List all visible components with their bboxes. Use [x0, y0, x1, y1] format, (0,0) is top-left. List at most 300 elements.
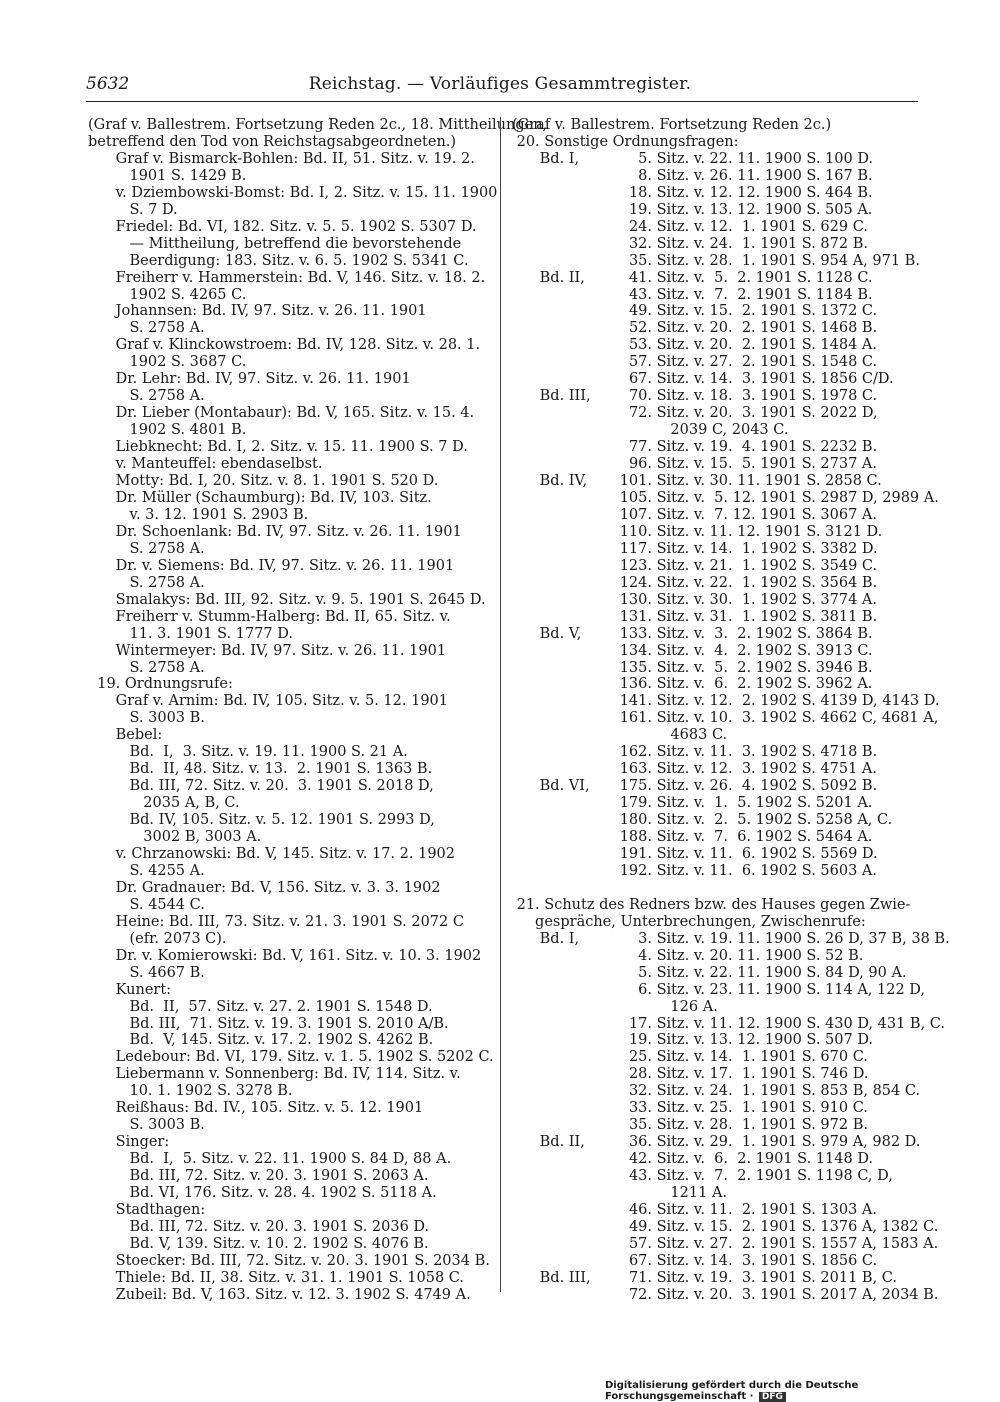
sitting-reference-line — [512, 1185, 930, 1202]
column-divider — [500, 117, 501, 1292]
sitting-reference-line — [512, 253, 930, 270]
sitting-number: 5. — [638, 150, 652, 167]
index-line: S. 3003 B. — [88, 1117, 205, 1134]
index-line: Stoecker: Bd. III, 72. Sitz. v. 20. 3. 1901 S. 2034 B. — [88, 1252, 490, 1269]
index-line: S. 4544 C. — [88, 896, 205, 913]
right-column — [512, 117, 950, 1304]
sitting-number: 43. — [628, 1168, 652, 1185]
sitting-number: 72. — [628, 1286, 652, 1303]
sitting-reference-line — [512, 761, 930, 778]
volume-label: Bd. IV, — [512, 473, 588, 490]
sitting-reference-line — [512, 371, 930, 388]
sitting-detail: Sitz. v. 22. 1. 1902 S. 3564 B. — [652, 574, 878, 591]
sitting-reference-line — [512, 863, 930, 880]
index-line: Dr. v. Siemens: Bd. IV, 97. Sitz. v. 26. 11. 1901 — [88, 557, 455, 574]
index-line: 11. 3. 1901 S. 1777 D. — [88, 625, 293, 642]
sitting-number: 131. — [619, 608, 652, 625]
sitting-number — [602, 999, 652, 1016]
sitting-reference-line — [512, 1235, 939, 1253]
sitting-reference-line — [512, 287, 930, 304]
index-line: S. 2758 A. — [88, 388, 205, 405]
index-line: S. 3003 B. — [88, 710, 205, 727]
index-line: v. Dziembowski-Bomst: Bd. I, 2. Sitz. v. 15. 11. 1900 — [88, 184, 498, 201]
volume-label — [512, 592, 602, 609]
index-line: — Mittheilung, betreffend die bevorstehende — [88, 235, 462, 252]
sitting-number: 35. — [628, 252, 652, 269]
section-heading: 21. Schutz des Redners bzw. des Hauses gegen Zwie- — [512, 896, 911, 913]
sitting-detail: Sitz. v. 7. 2. 1901 S. 1184 B. — [652, 286, 873, 303]
sitting-detail: Sitz. v. 28. 1. 1901 S. 972 B. — [652, 1117, 868, 1134]
sitting-number: 107. — [619, 506, 652, 523]
sitting-detail: Sitz. v. 14. 3. 1901 S. 1856 C. — [652, 1252, 878, 1269]
sitting-number: 28. — [628, 1066, 652, 1083]
sitting-number — [602, 422, 652, 439]
index-line: (efr. 2073 C). — [88, 930, 227, 947]
sitting-reference-line — [512, 592, 930, 609]
sitting-number: 6. — [638, 981, 652, 998]
sitting-number: 36. — [628, 1134, 652, 1151]
volume-label — [512, 643, 602, 660]
sitting-number: 70. — [628, 388, 652, 405]
sitting-number: 52. — [628, 320, 652, 337]
section-heading: gespräche, Unterbrechungen, Zwischenrufe: — [512, 913, 866, 930]
header-rule — [86, 101, 918, 102]
index-line: Dr. Gradnauer: Bd. V, 156. Sitz. v. 3. 3. 1902 — [88, 879, 441, 896]
volume-label — [512, 982, 602, 999]
sitting-number: 124. — [619, 574, 652, 591]
sitting-detail: Sitz. v. 22. 11. 1900 S. 100 D. — [652, 150, 874, 167]
sitting-detail: Sitz. v. 20. 2. 1901 S. 1484 A. — [652, 337, 878, 354]
volume-label — [512, 236, 602, 253]
index-line: Dr. v. Komierowski: Bd. V, 161. Sitz. v. 10. 3. 1902 — [88, 947, 482, 964]
index-line: v. Chrzanowski: Bd. V, 145. Sitz. v. 17. 2. 1902 — [88, 845, 455, 862]
sitting-reference-line — [512, 965, 930, 982]
sitting-number — [602, 727, 652, 744]
sitting-reference-line — [512, 1253, 930, 1270]
sitting-reference-line — [512, 151, 930, 168]
sitting-detail: Sitz. v. 11. 6. 1902 S. 5569 D. — [652, 845, 878, 862]
volume-label — [512, 1168, 602, 1185]
volume-label — [512, 1100, 602, 1117]
sitting-detail: Sitz. v. 12. 2. 1902 S. 4139 D, 4143 D. — [652, 693, 940, 710]
sitting-reference-line — [512, 524, 930, 541]
index-line: Heine: Bd. III, 73. Sitz. v. 21. 3. 1901 S. 2072 C — [88, 913, 464, 930]
volume-label — [512, 829, 602, 846]
index-line: Dr. Lieber (Montabaur): Bd. V, 165. Sitz. v. 15. 4. — [88, 405, 475, 422]
sitting-number: 117. — [619, 540, 652, 557]
index-line: Kunert: — [88, 981, 172, 998]
volume-label — [512, 1287, 602, 1304]
volume-label — [512, 1117, 602, 1134]
sitting-detail: Sitz. v. 7. 12. 1901 S. 3067 A. — [652, 506, 878, 523]
sitting-number: 35. — [628, 1117, 652, 1134]
volume-label — [512, 541, 602, 558]
sitting-detail: Sitz. v. 22. 11. 1900 S. 84 D, 90 A. — [652, 964, 907, 981]
sitting-reference-line — [512, 388, 930, 405]
volume-label — [512, 456, 602, 473]
index-line: 2035 A, B, C. — [88, 795, 240, 812]
sitting-detail: Sitz. v. 12. 12. 1900 S. 464 B. — [652, 184, 873, 201]
sitting-number: 191. — [619, 845, 652, 862]
index-line: 3002 B, 3003 A. — [88, 829, 262, 846]
sitting-number: 101. — [619, 473, 652, 490]
sitting-reference-line — [512, 727, 930, 744]
sitting-reference-line — [512, 1286, 939, 1304]
sitting-reference-line — [512, 795, 930, 812]
sitting-number: 188. — [619, 829, 652, 846]
sitting-reference-line — [512, 558, 930, 575]
volume-label: Bd. II, — [512, 1134, 585, 1151]
sitting-detail: Sitz. v. 24. 1. 1901 S. 872 B. — [652, 235, 868, 252]
sitting-number: 67. — [628, 371, 652, 388]
index-line: Dr. Müller (Schaumburg): Bd. IV, 103. Sitz. — [88, 489, 432, 506]
sitting-reference-line — [512, 999, 930, 1016]
sitting-detail: Sitz. v. 24. 1. 1901 S. 853 B, 854 C. — [652, 1083, 921, 1100]
index-line: Graf v. Klinckowstroem: Bd. IV, 128. Sitz. v. 28. 1. — [88, 337, 481, 354]
sitting-reference-line — [512, 439, 930, 456]
sitting-reference-line — [512, 643, 930, 660]
volume-label — [512, 354, 602, 371]
volume-label: Bd. V, — [512, 625, 582, 642]
sitting-reference-line — [512, 930, 950, 948]
volume-label — [512, 168, 602, 185]
sitting-detail: Sitz. v. 5. 12. 1901 S. 2987 D, 2989 A. — [652, 489, 939, 506]
sitting-number: 46. — [628, 1202, 652, 1218]
sitting-detail: Sitz. v. 10. 3. 1902 S. 4662 C, 4681 A, — [652, 710, 939, 727]
sitting-number: 57. — [628, 1235, 652, 1252]
sitting-detail: Sitz. v. 20. 3. 1901 S. 2022 D, — [652, 405, 878, 422]
volume-label — [512, 676, 602, 693]
sitting-number: 25. — [628, 1049, 652, 1066]
sitting-number: 41. — [628, 269, 652, 286]
sitting-detail: Sitz. v. 25. 1. 1901 S. 910 C. — [652, 1100, 868, 1117]
sitting-number: 162. — [619, 744, 652, 761]
volume-label: Bd. VI, — [512, 778, 590, 795]
volume-label — [512, 219, 602, 236]
sitting-reference-line — [512, 1066, 930, 1083]
volume-label — [512, 371, 602, 388]
sitting-reference-line — [512, 337, 930, 354]
volume-label — [512, 575, 602, 592]
index-line: Graf v. Bismarck-Bohlen: Bd. II, 51. Sitz. v. 19. 2. — [88, 150, 475, 167]
sitting-number: 17. — [628, 1015, 652, 1032]
volume-label — [512, 1083, 602, 1100]
footer-credit — [605, 1380, 1000, 1402]
index-line: 1902 S. 3687 C. — [88, 354, 247, 371]
sitting-detail: Sitz. v. 13. 12. 1900 S. 505 A. — [652, 201, 873, 218]
sitting-reference-line — [512, 1134, 930, 1151]
index-line: v. 3. 12. 1901 S. 2903 B. — [88, 506, 309, 523]
index-line: Bd. III, 71. Sitz. v. 19. 3. 1901 S. 2010 A/B. — [88, 1015, 449, 1032]
index-line: S. 2758 A. — [88, 540, 205, 557]
volume-label — [512, 1066, 602, 1083]
sitting-detail: Sitz. v. 5. 2. 1901 S. 1128 C. — [652, 269, 873, 286]
index-line: Thiele: Bd. II, 38. Sitz. v. 31. 1. 1901 S. 1058 C. — [88, 1269, 464, 1286]
volume-label — [512, 999, 602, 1016]
index-line: Bd. VI, 176. Sitz. v. 28. 4. 1902 S. 5118 A. — [88, 1185, 437, 1202]
left-column — [88, 117, 548, 1304]
volume-label: Bd. I, — [512, 930, 580, 947]
sitting-number: 67. — [628, 1252, 652, 1269]
volume-label — [512, 320, 602, 337]
index-line: Motty: Bd. I, 20. Sitz. v. 8. 1. 1901 S. 520 D. — [88, 473, 439, 490]
sitting-reference-line — [512, 982, 930, 999]
sitting-number: 43. — [628, 286, 652, 303]
index-line: Bebel: — [88, 727, 163, 744]
sitting-number: 57. — [628, 354, 652, 371]
sitting-reference-line — [512, 303, 930, 320]
sitting-detail: 2039 C, 2043 C. — [652, 422, 789, 439]
index-line: 19. Ordnungsrufe: — [88, 676, 233, 693]
volume-label — [512, 439, 602, 456]
volume-label — [512, 795, 602, 812]
sitting-number: 77. — [628, 439, 652, 456]
sitting-reference-line — [512, 1168, 930, 1185]
index-line: S. 2758 A. — [88, 574, 205, 591]
sitting-number: 179. — [619, 795, 652, 812]
volume-label: Bd. III, — [512, 388, 591, 405]
volume-label — [512, 744, 602, 761]
volume-label — [512, 1202, 602, 1219]
sitting-detail: Sitz. v. 11. 12. 1900 S. 430 D, 431 B, C. — [652, 1015, 945, 1032]
volume-label — [512, 303, 602, 320]
index-line: Dr. Lehr: Bd. IV, 97. Sitz. v. 26. 11. 1901 — [88, 371, 411, 388]
volume-label — [512, 660, 602, 677]
volume-label — [512, 812, 602, 829]
index-line: Beerdigung: 183. Sitz. v. 6. 5. 1902 S. 5341 C. — [88, 252, 469, 269]
volume-label — [512, 185, 602, 202]
sitting-detail: Sitz. v. 13. 12. 1900 S. 507 D. — [652, 1032, 874, 1049]
sitting-reference-line — [512, 609, 930, 626]
sitting-number: 110. — [619, 523, 652, 540]
sitting-reference-line — [512, 270, 930, 287]
sitting-detail: Sitz. v. 14. 3. 1901 S. 1856 C/D. — [652, 371, 894, 388]
sitting-number: 135. — [619, 659, 652, 676]
sitting-detail: Sitz. v. 11. 3. 1902 S. 4718 B. — [652, 744, 878, 761]
sitting-number: 134. — [619, 642, 652, 659]
index-line: Bd. V, 139. Sitz. v. 10. 2. 1902 S. 4076 B. — [88, 1235, 429, 1252]
sitting-detail: Sitz. v. 20. 2. 1901 S. 1468 B. — [652, 320, 878, 337]
sitting-number: 33. — [628, 1100, 652, 1117]
sitting-reference-line — [512, 846, 930, 863]
volume-label — [512, 337, 602, 354]
sitting-detail: Sitz. v. 18. 3. 1901 S. 1978 C. — [652, 388, 878, 405]
volume-label — [512, 1151, 602, 1168]
sitting-detail: 126 A. — [652, 998, 718, 1015]
index-line: Graf v. Arnim: Bd. IV, 105. Sitz. v. 5. 12. 1901 — [88, 693, 448, 710]
sitting-detail: Sitz. v. 4. 2. 1902 S. 3913 C. — [652, 642, 873, 659]
sitting-reference-line — [512, 405, 930, 422]
sitting-detail: Sitz. v. 15. 5. 1901 S. 2737 A. — [652, 456, 878, 473]
sitting-detail: Sitz. v. 5. 2. 1902 S. 3946 B. — [652, 659, 873, 676]
sitting-reference-line — [512, 1100, 930, 1117]
index-line: Bd. III, 72. Sitz. v. 20. 3. 1901 S. 2036 D. — [88, 1218, 430, 1235]
sitting-reference-line — [512, 507, 930, 524]
sitting-detail: Sitz. v. 7. 6. 1902 S. 5464 A. — [652, 829, 873, 846]
sitting-reference-line — [512, 185, 930, 202]
index-line: 1901 S. 1429 B. — [88, 167, 247, 184]
volume-label — [512, 965, 602, 982]
index-line: Singer: — [88, 1134, 170, 1151]
sitting-detail: Sitz. v. 28. 1. 1901 S. 954 A, 971 B. — [652, 252, 920, 269]
volume-label — [512, 1253, 602, 1270]
dfg-logo: DFG — [759, 1392, 786, 1402]
sitting-detail: Sitz. v. 11. 12. 1901 S. 3121 D. — [652, 523, 883, 540]
volume-label — [512, 422, 602, 439]
sitting-detail: Sitz. v. 15. 2. 1901 S. 1372 C. — [652, 303, 878, 320]
sitting-number: 192. — [619, 862, 652, 879]
sitting-reference-line — [512, 1117, 930, 1134]
index-line: Smalakys: Bd. III, 92. Sitz. v. 9. 5. 1901 S. 2645 D. — [88, 591, 486, 608]
volume-label — [512, 863, 602, 880]
sitting-reference-line — [512, 456, 930, 473]
sitting-detail: Sitz. v. 30. 1. 1902 S. 3774 A. — [652, 591, 878, 608]
index-line: Bd. V, 145. Sitz. v. 17. 2. 1902 S. 4262 B. — [88, 1032, 434, 1049]
sitting-detail: Sitz. v. 6. 2. 1902 S. 3962 A. — [652, 676, 873, 693]
volume-label — [512, 1049, 602, 1066]
sitting-detail: Sitz. v. 7. 2. 1901 S. 1198 C, D, — [652, 1168, 893, 1185]
running-title: Reichstag. — Vorläufiges Gesammtregister. — [308, 74, 692, 94]
sitting-number: 4. — [638, 947, 652, 964]
volume-label — [512, 1016, 602, 1033]
sitting-number: 96. — [628, 456, 652, 473]
index-line: S. 4255 A. — [88, 862, 205, 879]
sitting-number: 71. — [628, 1269, 652, 1286]
index-line: S. 2758 A. — [88, 320, 205, 337]
sitting-detail: Sitz. v. 11. 2. 1901 S. 1303 A. — [652, 1202, 878, 1218]
sitting-detail: Sitz. v. 31. 1. 1902 S. 3811 B. — [652, 608, 878, 625]
index-line: Ledebour: Bd. VI, 179. Sitz. v. 1. 5. 1902 S. 5202 C. — [88, 1049, 494, 1066]
sitting-detail: Sitz. v. 19. 3. 1901 S. 2011 B, C. — [652, 1269, 897, 1286]
sitting-detail: Sitz. v. 19. 11. 1900 S. 26 D, 37 B, 38 B. — [652, 930, 950, 947]
sitting-reference-line — [512, 660, 930, 677]
sitting-reference-line — [512, 676, 930, 693]
volume-label — [512, 1219, 602, 1236]
index-line: Liebermann v. Sonnenberg: Bd. IV, 114. Sitz. v. — [88, 1066, 461, 1083]
sitting-detail: 4683 C. — [652, 727, 728, 744]
volume-label — [512, 693, 602, 710]
index-line: Bd. II, 57. Sitz. v. 27. 2. 1901 S. 1548 D. — [88, 998, 433, 1015]
index-line: Bd. I, 3. Sitz. v. 19. 11. 1900 S. 21 A. — [88, 744, 408, 761]
sitting-reference-line — [512, 744, 930, 761]
sitting-detail: Sitz. v. 19. 4. 1901 S. 2232 B. — [652, 439, 878, 456]
index-line: Freiherr v. Hammerstein: Bd. V, 146. Sitz. v. 18. 2. — [88, 269, 486, 286]
volume-label — [512, 710, 602, 727]
sitting-detail: Sitz. v. 23. 11. 1900 S. 114 A, 122 D, — [652, 981, 926, 998]
sitting-reference-line — [512, 473, 930, 490]
sitting-reference-line — [512, 1218, 939, 1236]
sitting-number: 3. — [638, 930, 652, 947]
sitting-number: 42. — [628, 1151, 652, 1168]
sitting-reference-line — [512, 1202, 930, 1219]
sitting-number: 49. — [628, 303, 652, 320]
volume-label — [512, 490, 602, 507]
page-number: 5632 — [86, 74, 130, 94]
sitting-reference-line — [512, 202, 930, 219]
sitting-reference-line — [512, 489, 939, 507]
index-line: 10. 1. 1902 S. 3278 B. — [88, 1083, 293, 1100]
sitting-reference-line — [512, 778, 930, 795]
section-heading: (Graf v. Ballestrem. Fortsetzung Reden 2c.) — [512, 117, 832, 133]
sitting-reference-line — [512, 626, 930, 643]
volume-label: Bd. III, — [512, 1269, 591, 1286]
sitting-detail: Sitz. v. 6. 2. 1901 S. 1148 D. — [652, 1151, 874, 1168]
volume-label — [512, 287, 602, 304]
index-line: betreffend den Tod von Reichstagsabgeordneten.) — [88, 133, 457, 150]
index-line: Reißhaus: Bd. IV., 105. Sitz. v. 5. 12. 1901 — [88, 1100, 424, 1117]
sitting-number: 163. — [619, 761, 652, 778]
sitting-reference-line — [512, 829, 930, 846]
footer-text: Digitalisierung gefördert durch die Deutsche Forschungsgemeinschaft · — [605, 1380, 859, 1402]
sitting-number: 8. — [638, 167, 652, 184]
index-line: Bd. III, 72. Sitz. v. 20. 3. 1901 S. 2063 A. — [88, 1168, 429, 1185]
sitting-reference-line — [512, 1049, 930, 1066]
sitting-number: 141. — [619, 693, 652, 710]
sitting-reference-line — [512, 168, 930, 185]
sitting-detail: Sitz. v. 2. 5. 1902 S. 5258 A, C. — [652, 812, 893, 829]
sitting-detail: Sitz. v. 30. 11. 1901 S. 2858 C. — [652, 473, 882, 490]
sitting-reference-line — [512, 710, 939, 727]
index-line: v. Manteuffel: ebendaselbst. — [88, 456, 323, 473]
volume-label — [512, 524, 602, 541]
sitting-detail: Sitz. v. 12. 1. 1901 S. 629 C. — [652, 218, 868, 235]
index-line: Wintermeyer: Bd. IV, 97. Sitz. v. 26. 11. 1901 — [88, 642, 447, 659]
volume-label — [512, 507, 602, 524]
sitting-reference-line — [512, 1083, 930, 1100]
sitting-number: 175. — [619, 778, 652, 795]
blank-line — [512, 880, 930, 897]
volume-label — [512, 253, 602, 270]
sitting-detail: Sitz. v. 27. 2. 1901 S. 1548 C. — [652, 354, 878, 371]
volume-label: Bd. II, — [512, 269, 585, 286]
index-line: Stadthagen: — [88, 1202, 206, 1218]
sitting-reference-line — [512, 1015, 945, 1033]
sitting-reference-line — [512, 219, 930, 236]
index-line: 1902 S. 4801 B. — [88, 422, 247, 439]
volume-label — [512, 202, 602, 219]
sitting-number: 5. — [638, 964, 652, 981]
index-line: Bd. III, 72. Sitz. v. 20. 3. 1901 S. 2018 D, — [88, 778, 434, 795]
sitting-reference-line — [512, 1151, 930, 1168]
sitting-detail: Sitz. v. 1. 5. 1902 S. 5201 A. — [652, 795, 873, 812]
sitting-number: 49. — [628, 1218, 652, 1235]
index-line: Zubeil: Bd. V, 163. Sitz. v. 12. 3. 1902 S. 4749 A. — [88, 1286, 471, 1303]
volume-label — [512, 948, 602, 965]
index-line: Johannsen: Bd. IV, 97. Sitz. v. 26. 11. 1901 — [88, 303, 427, 320]
index-line: (Graf v. Ballestrem. Fortsetzung Reden 2c., 18. Mittheilungen, — [88, 117, 548, 133]
sitting-detail: 1211 A. — [652, 1185, 728, 1202]
index-line: Freiherr v. Stumm-Halberg: Bd. II, 65. Sitz. v. — [88, 608, 451, 625]
section-heading: 20. Sonstige Ordnungsfragen: — [512, 133, 739, 150]
sitting-detail: Sitz. v. 3. 2. 1902 S. 3864 B. — [652, 625, 873, 642]
volume-label — [512, 1236, 602, 1253]
volume-label — [512, 405, 602, 422]
volume-label — [512, 1032, 602, 1049]
volume-label — [512, 1185, 602, 1202]
sitting-reference-line — [512, 1270, 930, 1287]
volume-label — [512, 558, 602, 575]
volume-label — [512, 846, 602, 863]
sitting-number: 19. — [628, 1032, 652, 1049]
sitting-detail: Sitz. v. 12. 3. 1902 S. 4751 A. — [652, 761, 878, 778]
sitting-detail: Sitz. v. 11. 6. 1902 S. 5603 A. — [652, 862, 878, 879]
volume-label — [512, 727, 602, 744]
index-line: 1902 S. 4265 C. — [88, 286, 247, 303]
sitting-number: 130. — [619, 591, 652, 608]
sitting-number: 72. — [628, 405, 652, 422]
sitting-number: 180. — [619, 812, 652, 829]
sitting-detail: Sitz. v. 17. 1. 1901 S. 746 D. — [652, 1066, 869, 1083]
